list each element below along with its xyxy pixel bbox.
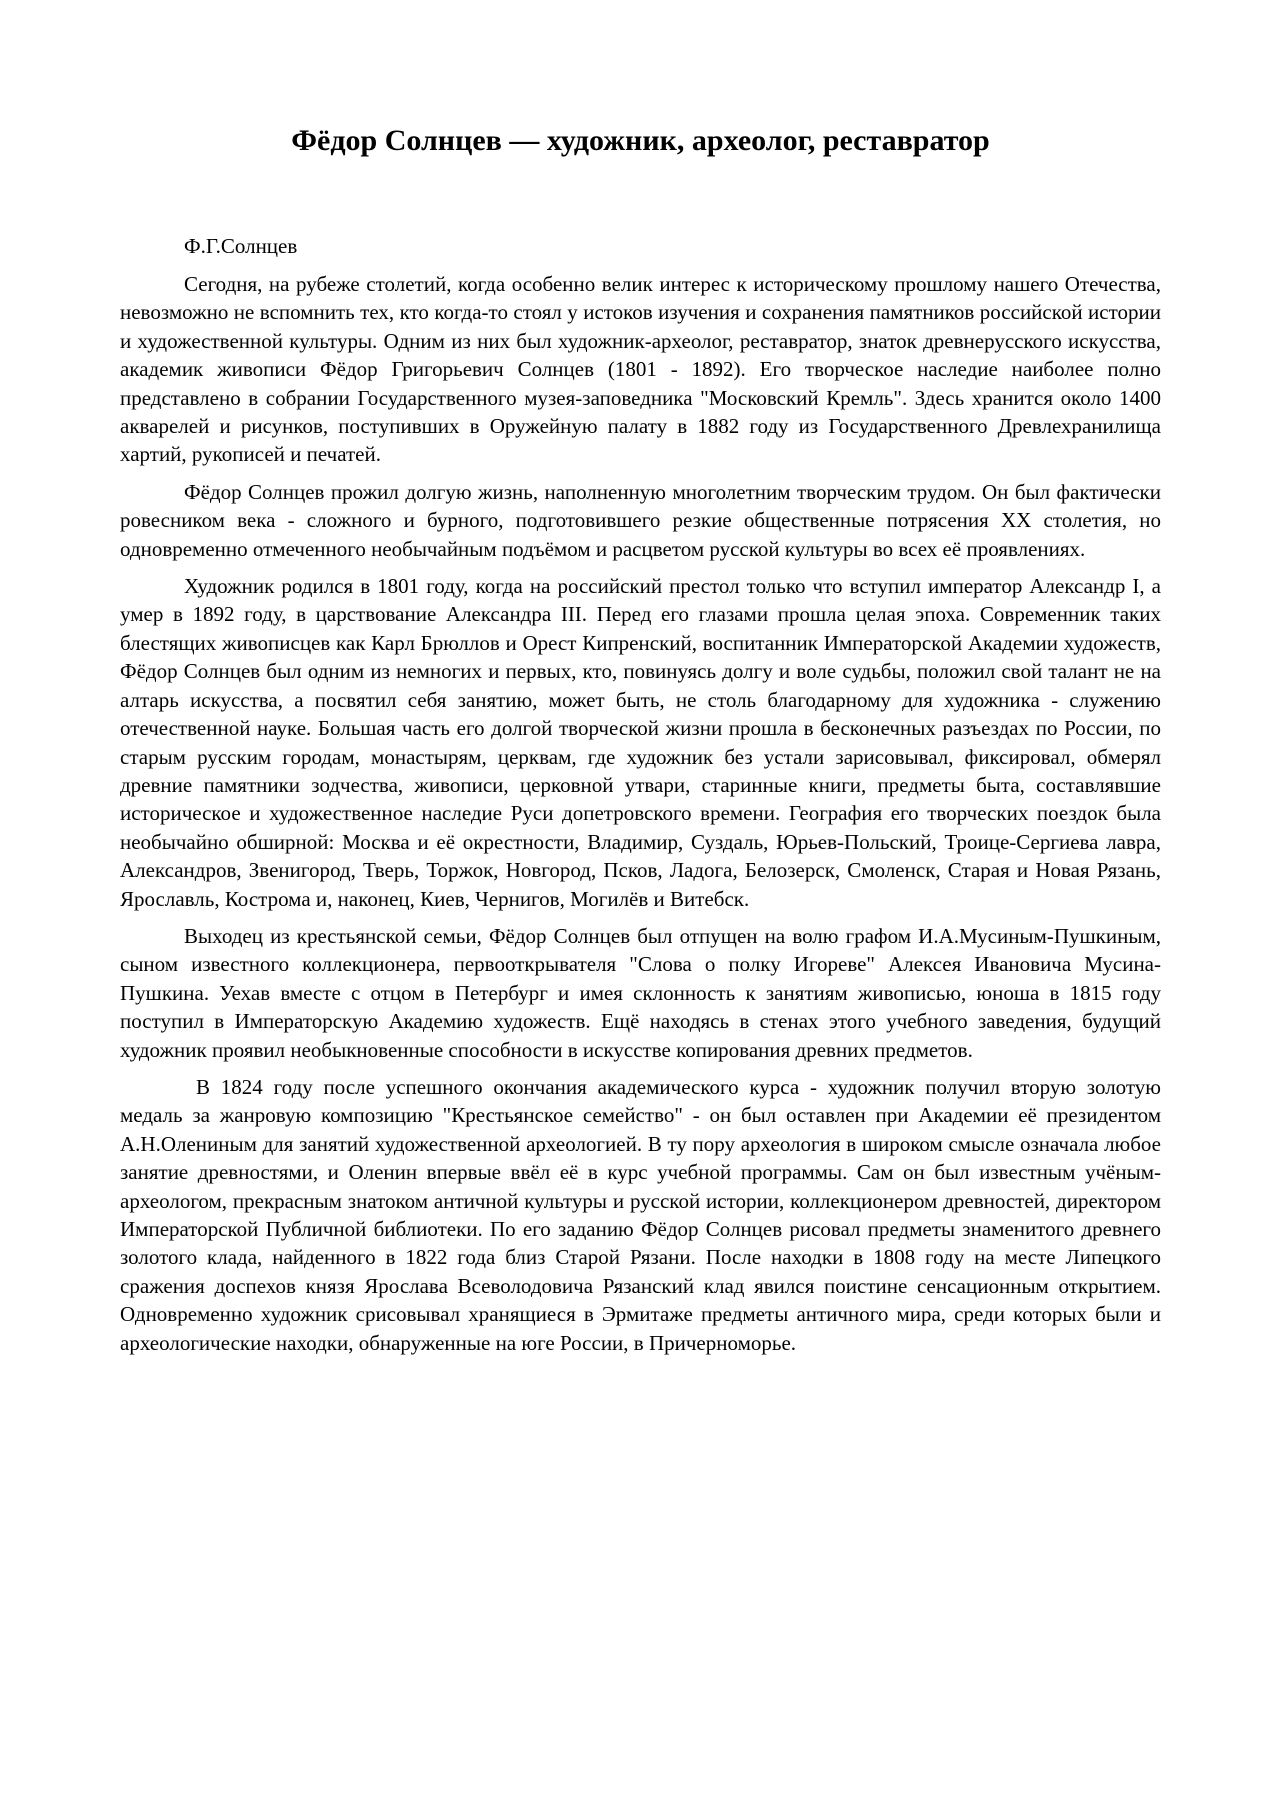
- document-content: [120, 0, 1161, 1357]
- paragraph-1: Сегодня, на рубеже столетий, когда особенно велик интерес к историческому прошлому нашего Отечества, невозможно не вспомнить тех, кто когда-то стоял у истоков изучения и сохранения памятников российской истории и художественной культуры. Одним из них был художник-археолог, реставратор, знаток древнерусского искусства, академик живописи Фёдор Григорьевич Солнцев (1801 - 1892). Его творческое наследие наиболее полно представлено в собрании Государственного музея-заповедника "Московский Кремль". Здесь хранится около 1400 акварелей и рисунков, поступивших в Оружейную палату в 1882 году из Государственного Древлехранилища хартий, рукописей и печатей.: [120, 272, 1161, 467]
- document-title: Фёдор Солнцев — художник, археолог, реставратор: [291, 124, 990, 157]
- paragraph-4: Выходец из крестьянской семьи, Фёдор Солнцев был отпущен на волю графом И.А.Мусиным-Пушкиным, сыном известного коллекционера, первооткрывателя "Слова о полку Игореве" Алексея Ивановича Мусина-Пушкина. Уехав вместе с отцом в Петербург и имея склонность к занятиям живописью, юноша в 1815 году поступил в Императорскую Академию художеств. Ещё находясь в стенах этого учебного заведения, будущий художник проявил необыкновенные способности в искусстве копирования древних предметов.: [120, 923, 1161, 1062]
- paragraph-5: В 1824 году после успешного окончания академического курса - художник получил вторую золотую медаль за жанровую композицию "Крестьянское семейство" - он был оставлен при Академии её президентом А.Н.Олениным для занятий художественной археологией. В ту пору археология в широком смысле означала любое занятие древностями, и Оленин впервые ввёл её в курс учебной программы. Сам он был известным учёным-археологом, прекрасным знатоком античной культуры и русской истории, коллекционером древностей, директором Императорской Публичной библиотеки. По его заданию Фёдор Солнцев рисовал предметы знаменитого древнего золотого клада, найденного в 1822 года близ Старой Рязани. После находки в 1808 году на месте Липецкого сражения доспехов князя Ярослава Всеволодовича Рязанский клад явился поистине сенсационным открытием. Одновременно художник срисовывал хранящиеся в Эрмитаже предметы античного мира, среди которых были и археологические находки, обнаруженные на юге России, в Причерноморье.: [120, 1074, 1161, 1355]
- document-author: Ф.Г.Солнцев: [184, 234, 298, 258]
- paragraph-2: Фёдор Солнцев прожил долгую жизнь, наполненную многолетним творческим трудом. Он был фактически ровесником века - сложного и бурного, подготовившего резкие общественные потрясения XX столетия, но одновременно отмеченного необычайным подъёмом и расцветом русской культуры во всех её проявлениях.: [120, 479, 1161, 561]
- paragraph-3: Художник родился в 1801 году, когда на российский престол только что вступил император Александр I, а умер в 1892 году, в царствование Александра III. Перед его глазами прошла целая эпоха. Современник таких блестящих живописцев как Карл Брюллов и Орест Кипренский, воспитанник Императорской Академии художеств, Фёдор Солнцев был одним из немногих и первых, кто, повинуясь долгу и воле судьбы, положил свой талант не на алтарь искусства, а посвятил себя занятию, может быть, не столь благодарному для художника - служению отечественной науке. Большая часть его долгой творческой жизни прошла в бесконечных разъездах по России, по старым русским городам, монастырям, церквам, где художник без устали зарисовывал, фиксировал, обмерял древние памятники зодчества, живописи, церковной утвари, старинные книги, предметы быта, составлявшие историческое и художественное наследие Руси допетровского времени. География его творческих поездок была необычайно обширной: Москва и её окрестности, Владимир, Суздаль, Юрьев-Польский, Троице-Сергиева лавра, Александров, Звенигород, Тверь, Торжок, Новгород, Псков, Ладога, Белозерск, Смоленск, Старая и Новая Рязань, Ярославль, Кострома и, наконец, Киев, Чернигов, Могилёв и Витебск.: [120, 574, 1161, 911]
